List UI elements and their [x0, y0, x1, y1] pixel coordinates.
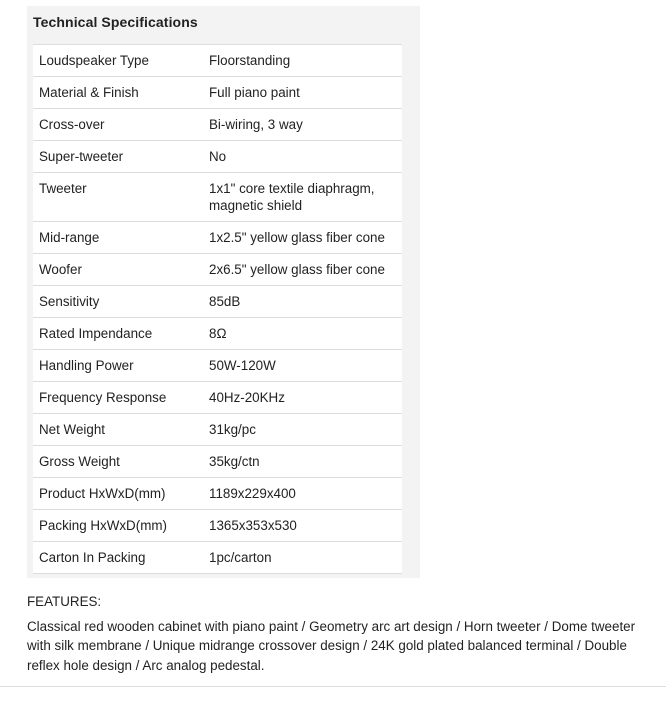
table-row [33, 446, 402, 478]
features-heading: FEATURES: [27, 594, 102, 609]
table-row [33, 45, 402, 77]
spec-value: Bi-wiring, 3 way [209, 117, 303, 132]
spec-value: 85dB [209, 294, 241, 309]
spec-label: Tweeter [39, 181, 87, 196]
spec-label: Handling Power [39, 358, 134, 373]
spec-label: Material & Finish [39, 85, 139, 100]
spec-label: Super-tweeter [39, 149, 124, 164]
spec-value: 8Ω [209, 326, 227, 341]
bottom-divider [0, 686, 666, 687]
specifications-table [33, 44, 402, 574]
table-row [33, 478, 402, 510]
spec-value: No [209, 149, 227, 164]
features-description: Classical red wooden cabinet with piano paint / Geometry arc art design / Horn tweeter / Dome tweeter with silk membrane / Unique midrange crossover design / 24K gold plated balanced terminal / Double reflex hole design / Arc analog pedestal. [27, 618, 636, 673]
technical-specifications-panel [27, 6, 420, 578]
spec-label: Net Weight [39, 422, 105, 437]
specifications-title: Technical Specifications [33, 14, 198, 30]
features-section [27, 592, 647, 675]
table-row [33, 173, 402, 222]
spec-value: 1189x229x400 [209, 486, 296, 501]
table-row [33, 141, 402, 173]
spec-value: 50W-120W [209, 358, 276, 373]
spec-value: Full piano paint [209, 85, 300, 100]
table-row [33, 109, 402, 141]
spec-label: Cross-over [39, 117, 105, 132]
spec-value: 1365x353x530 [209, 518, 297, 533]
spec-value: 1pc/carton [209, 550, 272, 565]
spec-label: Gross Weight [39, 454, 120, 469]
spec-label: Woofer [39, 262, 82, 277]
table-row [33, 350, 402, 382]
table-row [33, 382, 402, 414]
spec-label: Mid-range [39, 230, 100, 245]
spec-value: Floorstanding [209, 53, 291, 68]
table-row [33, 318, 402, 350]
table-row [33, 77, 402, 109]
table-row [33, 286, 402, 318]
table-row [33, 254, 402, 286]
table-row [33, 414, 402, 446]
spec-label: Rated Impendance [39, 326, 153, 341]
spec-label: Loudspeaker Type [39, 53, 149, 68]
spec-label: Frequency Response [39, 390, 167, 405]
spec-value: 1x1" core textile diaphragm, magnetic shield [209, 181, 375, 213]
spec-label: Sensitivity [39, 294, 100, 309]
spec-value: 2x6.5" yellow glass fiber cone [209, 262, 385, 277]
spec-value: 40Hz-20KHz [209, 390, 285, 405]
spec-label: Packing HxWxD(mm) [39, 518, 167, 533]
spec-value: 31kg/pc [209, 422, 256, 437]
table-row [33, 510, 402, 542]
spec-value: 35kg/ctn [209, 454, 260, 469]
spec-value: 1x2.5" yellow glass fiber cone [209, 230, 385, 245]
spec-label: Product HxWxD(mm) [39, 486, 166, 501]
spec-label: Carton In Packing [39, 550, 146, 565]
table-row [33, 542, 402, 574]
table-row [33, 222, 402, 254]
